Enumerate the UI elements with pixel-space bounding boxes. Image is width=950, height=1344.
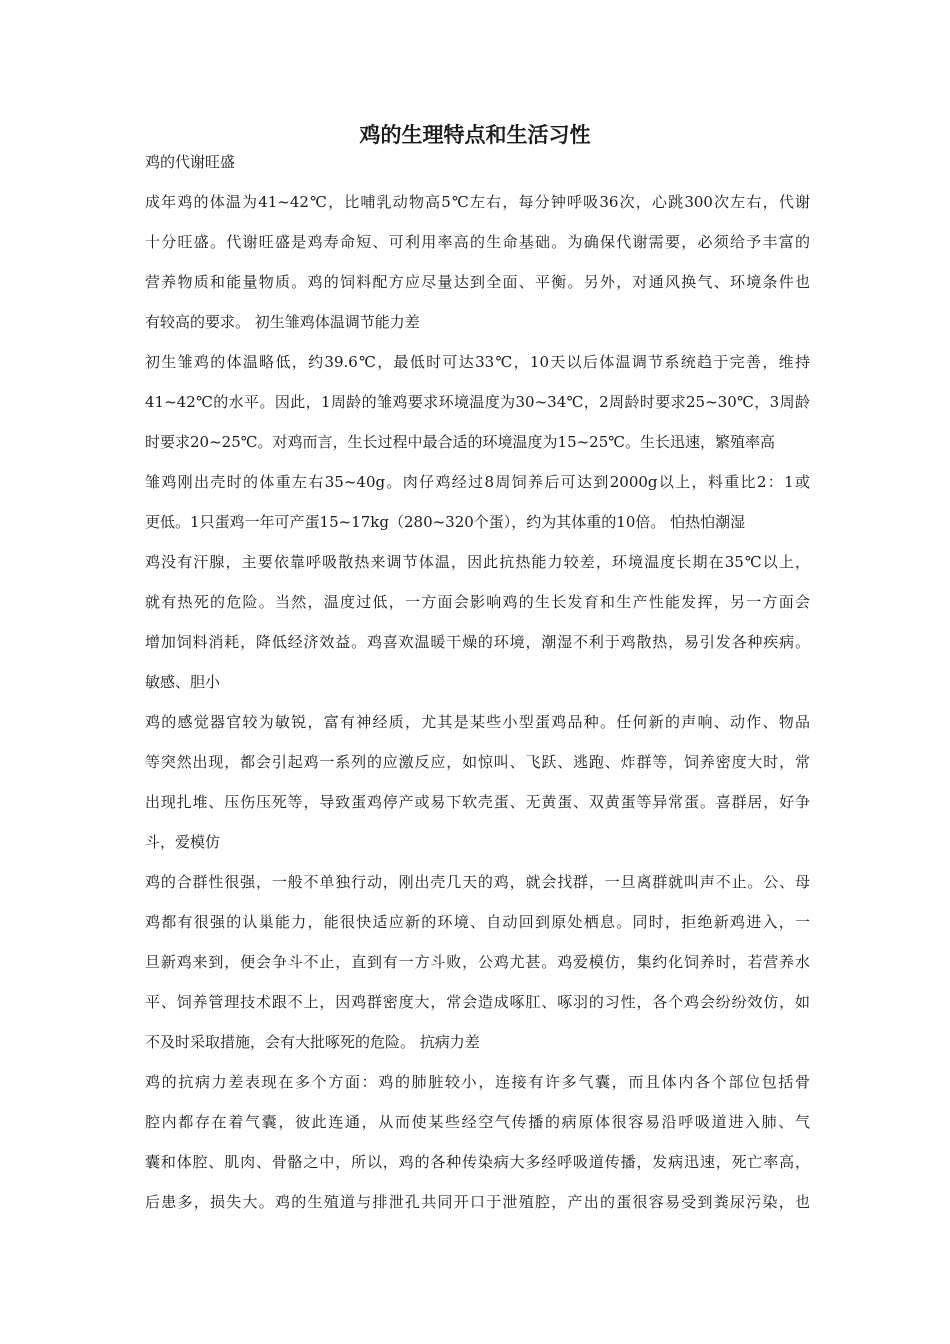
document-body <box>145 150 810 1230</box>
text-line: 增加饲料消耗，降低经济效益。鸡喜欢温暖干燥的环境，潮湿不利于鸡散热，易引发各种疾病。 <box>145 633 810 651</box>
text-line: 鸡的抗病力差表现在多个方面：鸡的肺脏较小，连接有许多气囊，而且体内各个部位包括骨 <box>145 1073 810 1091</box>
text-line: 平、饲养管理技术跟不上，因鸡群密度大，常会造成啄肛、啄羽的习性，各个鸡会纷纷效仿，如 <box>145 993 810 1011</box>
document-title: 鸡的生理特点和生活习性 <box>359 123 591 147</box>
text-line: 出现扎堆、压伤压死等，导致蛋鸡停产或易下软壳蛋、无黄蛋、双黄蛋等异常蛋。喜群居，好争 <box>145 793 810 811</box>
text-line: 腔内都存在着气囊，彼此连通，从而使某些经空气传播的病原体很容易沿呼吸道进入肺、气 <box>145 1113 810 1131</box>
text-line: 雏鸡刚出壳时的体重左右35~40g。肉仔鸡经过8周饲养后可达到2000g以上，料重比2：1或 <box>145 473 810 491</box>
text-line: 鸡的代谢旺盛 <box>145 153 236 171</box>
text-line: 鸡的感觉器官较为敏锐，富有神经质，尤其是某些小型蛋鸡品种。任何新的声响、动作、物品 <box>145 713 810 731</box>
text-line: 成年鸡的体温为41~42℃，比哺乳动物高5℃左右，每分钟呼吸36次，心跳300次左右，代谢 <box>145 193 810 211</box>
text-line: 更低。1只蛋鸡一年可产蛋15~17kg（280~320个蛋），约为其体重的10倍。 怕热怕潮湿 <box>145 513 746 531</box>
text-line: 有较高的要求。 初生雏鸡体温调节能力差 <box>145 313 420 331</box>
text-line: 十分旺盛。代谢旺盛是鸡寿命短、可利用率高的生命基础。为确保代谢需要，必须给予丰富的 <box>145 233 810 251</box>
text-line: 鸡没有汗腺，主要依靠呼吸散热来调节体温，因此抗热能力较差，环境温度长期在35℃以上， <box>145 553 810 571</box>
text-line: 营养物质和能量物质。鸡的饲料配方应尽量达到全面、平衡。另外，对通风换气、环境条件也 <box>145 273 810 291</box>
text-line: 鸡的合群性很强，一般不单独行动，刚出壳几天的鸡，就会找群，一旦离群就叫声不止。公、母 <box>145 873 810 891</box>
text-line: 就有热死的危险。当然，温度过低，一方面会影响鸡的生长发育和生产性能发挥，另一方面会 <box>145 593 810 611</box>
text-line: 囊和体腔、肌肉、骨骼之中，所以，鸡的各种传染病大多经呼吸道传播，发病迅速，死亡率高， <box>145 1153 810 1171</box>
text-line: 时要求20~25℃。对鸡而言，生长过程中最合适的环境温度为15~25℃。生长迅速，繁殖率高 <box>145 433 776 451</box>
text-line: 等突然出现，都会引起鸡一系列的应激反应，如惊叫、飞跃、逃跑、炸群等，饲养密度大时，常 <box>145 753 810 771</box>
text-line: 初生雏鸡的体温略低，约39.6℃，最低时可达33℃，10天以后体温调节系统趋于完善，维持 <box>145 353 810 371</box>
text-line: 旦新鸡来到，便会争斗不止，直到有一方斗败，公鸡尤甚。鸡爱模仿，集约化饲养时，若营养水 <box>145 953 810 971</box>
text-line: 不及时采取措施，会有大批啄死的危险。 抗病力差 <box>145 1033 480 1051</box>
text-line: 41~42℃的水平。因此，1周龄的雏鸡要求环境温度为30~34℃，2周龄时要求25~30℃，3周龄 <box>145 393 810 411</box>
text-line: 敏感、胆小 <box>145 673 221 691</box>
text-line: 斗，爱模仿 <box>145 833 221 851</box>
text-line: 后患多，损失大。鸡的生殖道与排泄孔共同开口于泄殖腔，产出的蛋很容易受到粪尿污染，也 <box>145 1193 810 1211</box>
text-line: 鸡都有很强的认巢能力，能很快适应新的环境、自动回到原处栖息。同时，拒绝新鸡进入，一 <box>145 913 810 931</box>
